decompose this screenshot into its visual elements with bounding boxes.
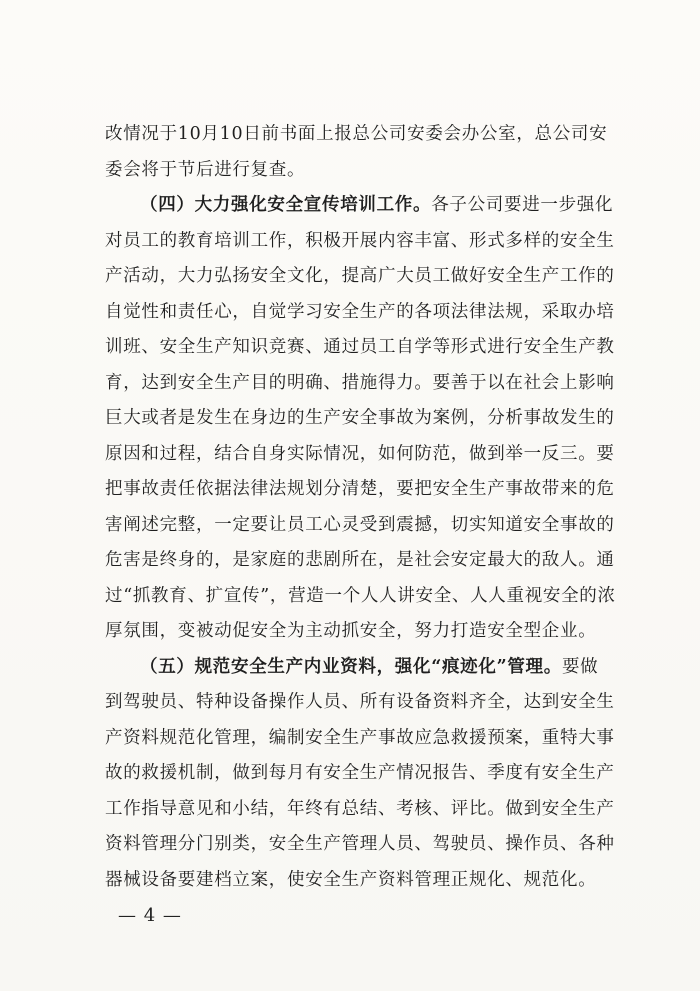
- text-line: 危害是终身的，是家庭的悲剧所在，是社会安定最大的敌人。通: [105, 550, 615, 570]
- text-line: 对员工的教育培训工作，积极开展内容丰富、形式多样的安全生: [105, 230, 615, 251]
- text-line: 自觉性和责任心，自觉学习安全生产的各项法律法规，采取办培: [105, 301, 615, 322]
- text-line: 故的救援机制，做到每月有安全生产情况报告、季度有安全生产: [105, 763, 615, 783]
- text-line: 器械设备要建档立案，使安全生产资料管理正规化、规范化。: [105, 869, 597, 890]
- text-line: 巨大或者是发生在身边的生产安全事故为案例，分析事故发生的: [105, 408, 615, 428]
- text-line: 害阐述完整，一定要让员工心灵受到震撼，切实知道安全事故的: [105, 514, 615, 535]
- text-line: 原因和过程，结合自身实际情况，如何防范，做到举一反三。要: [105, 443, 615, 464]
- section-heading: （五）规范安全生产内业资料，强化“痕迹化”管理。: [140, 656, 562, 677]
- text-line: 资料管理分门别类，安全生产管理人员、驾驶员、操作员、各种: [105, 834, 615, 854]
- section-text: 要做: [561, 656, 599, 677]
- text-line: 委会将于节后进行复查。: [105, 159, 306, 180]
- text-line: 到驾驶员、特种设备操作人员、所有设备资料齐全，达到安全生: [105, 692, 615, 712]
- text-line: [105, 650, 627, 686]
- section-heading: （四）大力强化安全宣传培训工作。: [140, 195, 432, 215]
- section-text: 各子公司要进一步强化: [431, 195, 614, 215]
- text-line: 产资料规范化管理，编制安全生产事故应急救援预案，重特大事: [105, 727, 615, 748]
- text-line: 训班、安全生产知识竞赛、通过员工自学等形式进行安全生产教: [105, 337, 615, 357]
- text-line: [105, 188, 627, 224]
- text-line: 过“抓教育、扩宣传”，营造一个人人讲安全、人人重视安全的浓: [105, 585, 616, 606]
- text-line: 厚氛围，变被动促安全为主动抓安全，努力打造安全型企业。: [105, 621, 597, 641]
- text-line: 产活动，大力弘扬安全文化，提高广大员工做好安全生产工作的: [105, 266, 615, 286]
- text-line: 育，达到安全生产目的明确、措施得力。要善于以在社会上影响: [105, 372, 615, 393]
- text-line: 改情况于10月10日前书面上报总公司安委会办公室，总公司安: [105, 124, 608, 144]
- document-body: [105, 117, 627, 898]
- text-line: 把事故责任依据法律法规划分清楚，要把安全生产事故带来的危: [105, 479, 615, 499]
- page-number: — 4 —: [118, 905, 182, 926]
- text-line: 工作指导意见和小结，年终有总结、考核、评比。做到安全生产: [105, 798, 615, 819]
